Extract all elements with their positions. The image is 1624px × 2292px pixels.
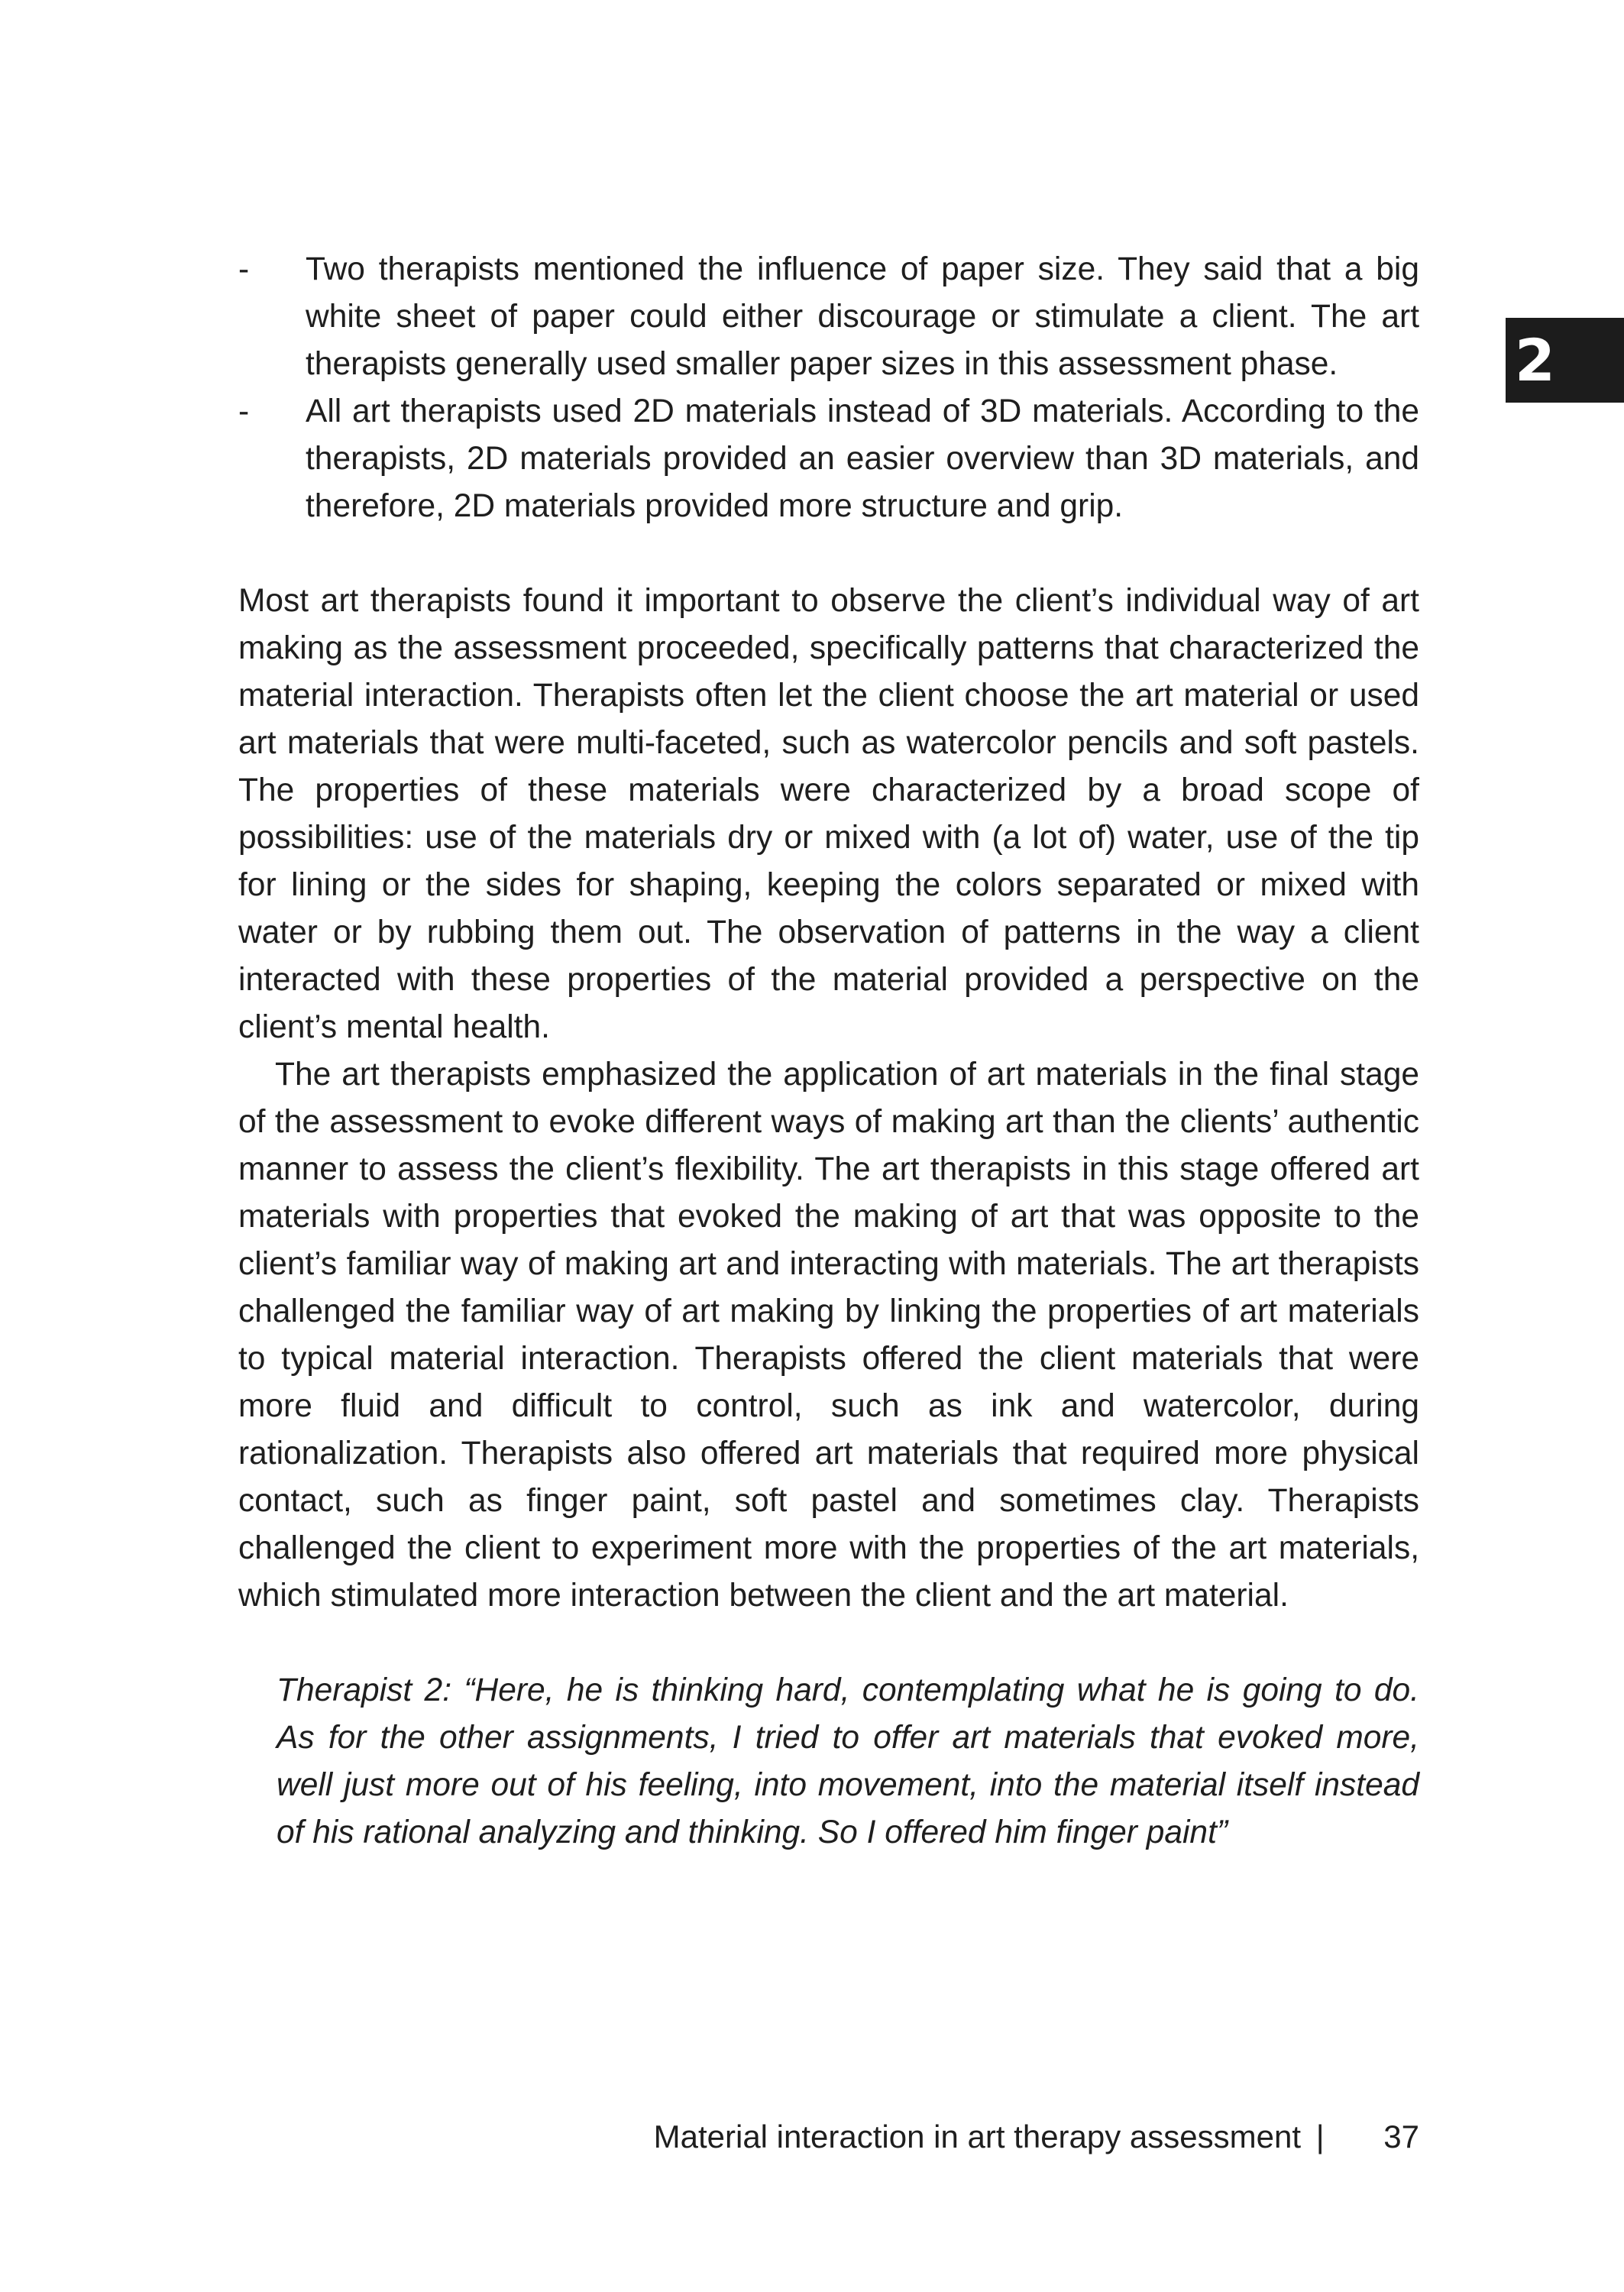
bullet-text: All art therapists used 2D materials instead of 3D materials. According to the therapists, 2D materials provided an easier overview than 3D materials, and therefore, 2D materials provided more structure and grip. (306, 393, 1419, 524)
chapter-tab: 2 (1506, 318, 1624, 403)
page-body (238, 246, 1419, 1857)
interview-quote: Therapist 2: “Here, he is thinking hard, contemplating what he is going to do. As for the other assignments, I tried to offer art materials that evoked more, well just more out of his feeling, into movement, into the material itself instead of his rational analyzing and thinking. So I offered him finger paint” (277, 1672, 1419, 1850)
bullet-item (238, 388, 1419, 530)
page-footer (535, 2113, 1419, 2161)
bullet-marker: - (238, 251, 250, 287)
footer-separator: | (1315, 2119, 1325, 2154)
running-title: Material interaction in art therapy assessment (653, 2119, 1302, 2154)
body-paragraph: Most art therapists found it important to observe the client’s individual way of art making as the assessment proceeded, specifically patterns that characterized the material interaction. Therapists often let the client choose the art material or used art materials that were multi-faceted, such as watercolor pencils and soft pastels. The properties of these materials were characterized by a broad scope of possibilities: use of the materials dry or mixed with (a lot of) water, use of the tip for lining or the sides for shaping, keeping the colors separated or mixed with water or by rubbing them out. The observation of patterns in the way a client interacted with these properties of the material provided a perspective on the client’s mental health. (238, 583, 1419, 1045)
bullet-item (238, 246, 1419, 388)
bullet-text: Two therapists mentioned the influence of paper size. They said that a big white sheet of paper could either discourage or stimulate a client. The art therapists generally used smaller paper sizes in this assessment phase. (306, 251, 1419, 382)
page-number: 37 (1383, 2119, 1419, 2154)
bullet-list (238, 246, 1419, 530)
body-paragraph: The art therapists emphasized the application of art materials in the final stage of the assessment to evoke different ways of making art than the clients’ authentic manner to assess the client’s flexibility. The art therapists in this stage offered art materials with properties that evoked the making of art that was opposite to the client’s familiar way of making art and interacting with materials. The art therapists challenged the familiar way of art making by linking the properties of art materials to typical material interaction. Therapists offered the client materials that were more fluid and difficult to control, such as ink and watercolor, during rationalization. Therapists also offered art materials that required more physical contact, such as finger paint, soft pastel and sometimes clay. Therapists challenged the client to experiment more with the properties of the art materials, which stimulated more interaction between the client and the art material. (238, 1057, 1419, 1614)
bullet-marker: - (238, 393, 250, 429)
